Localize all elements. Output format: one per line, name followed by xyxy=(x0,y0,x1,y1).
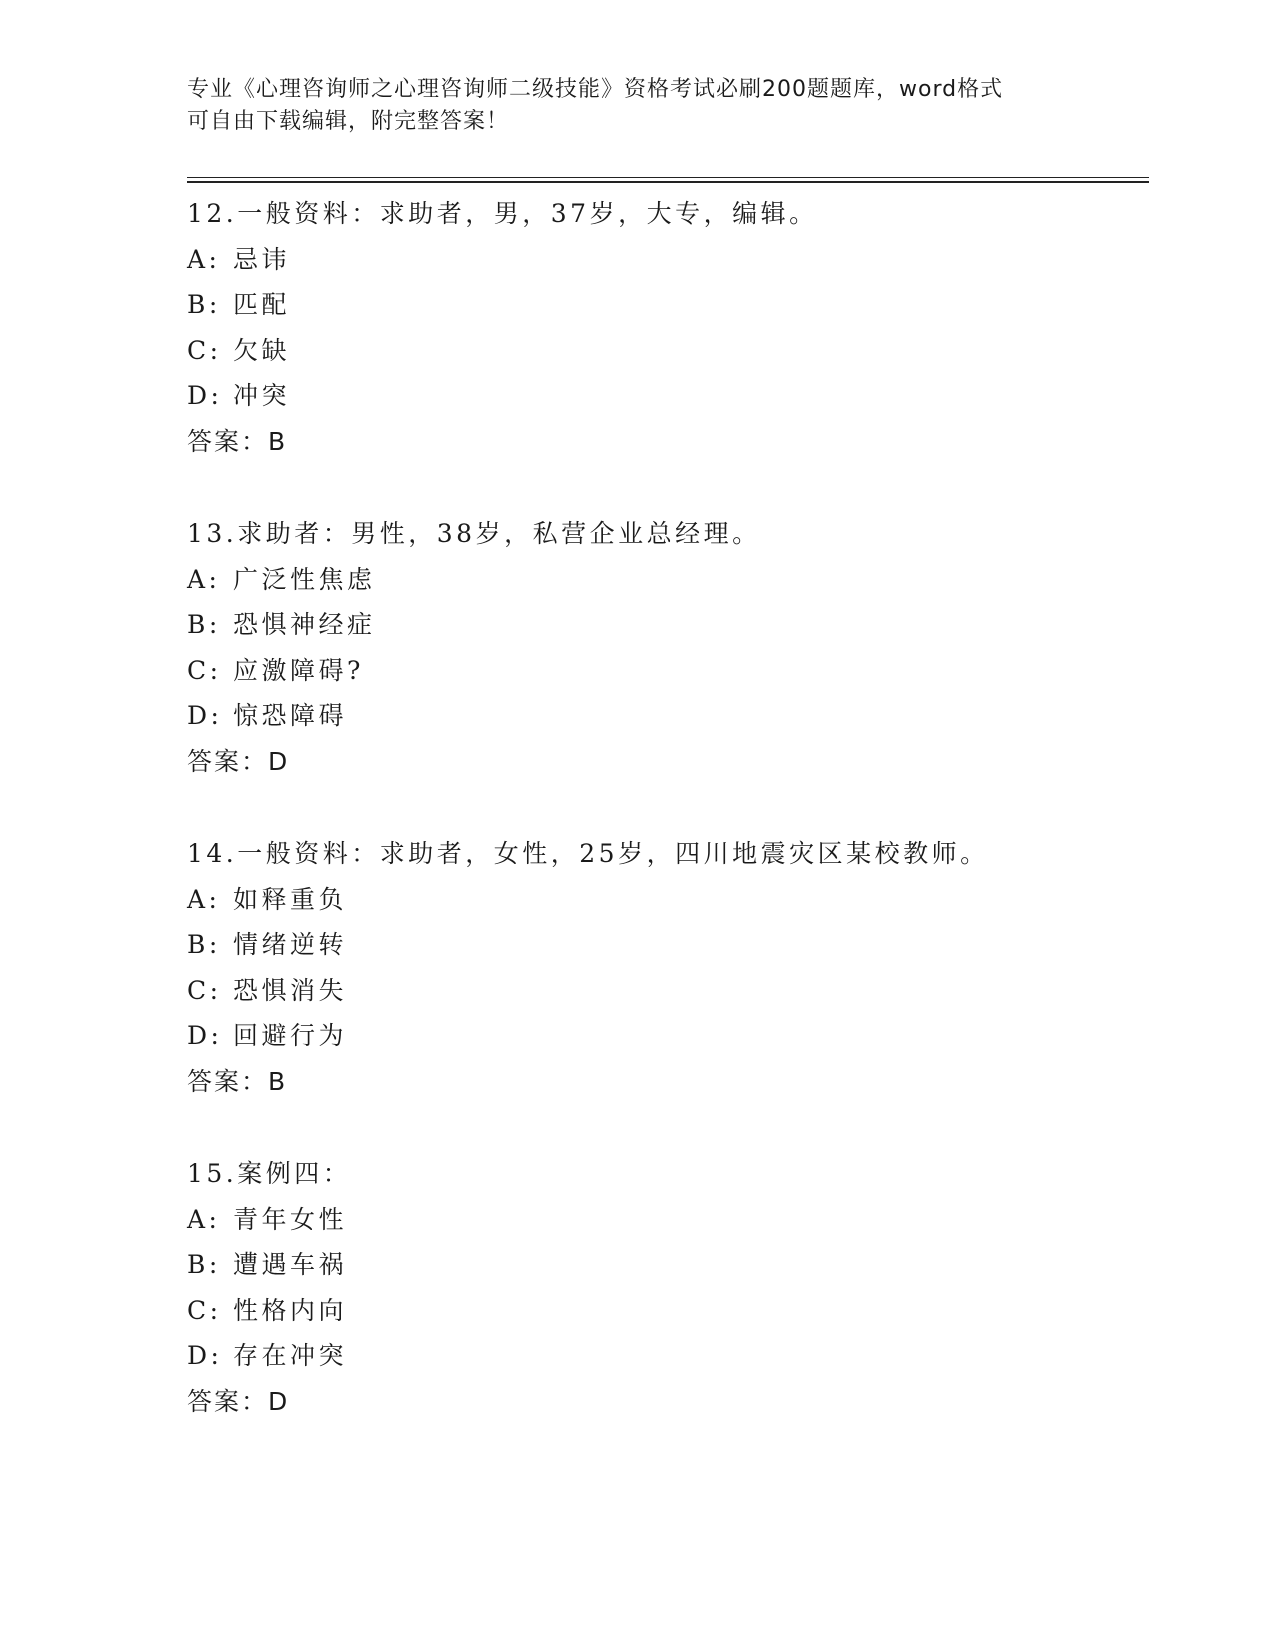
option-a xyxy=(187,877,1149,923)
question-stem: 14.一般资料：求助者，女性，25岁，四川地震灾区某校教师。 xyxy=(187,839,989,868)
option-text: 存在冲突 xyxy=(233,1341,348,1370)
option-text: 遭遇车祸 xyxy=(233,1250,348,1279)
header-divider-thick xyxy=(187,181,1149,183)
option-letter: A: xyxy=(187,244,221,274)
option-text: 青年女性 xyxy=(233,1204,348,1234)
option-b xyxy=(187,282,1149,328)
option-text: 匹配 xyxy=(233,290,291,319)
option-text: 应激障碍? xyxy=(233,655,364,685)
option-a xyxy=(187,237,1149,283)
option-a xyxy=(187,1197,1149,1243)
option-c xyxy=(187,648,1149,694)
option-text: 广泛性焦虑 xyxy=(233,564,376,594)
answer-line: 答案：D xyxy=(187,1386,290,1416)
header-divider-thin xyxy=(187,177,1149,178)
option-letter: D: xyxy=(187,381,223,410)
option-a xyxy=(187,557,1149,603)
option-c xyxy=(187,328,1149,374)
option-b xyxy=(187,1242,1149,1288)
option-d xyxy=(187,693,1149,739)
option-text: 冲突 xyxy=(233,381,291,410)
option-letter: B: xyxy=(187,1250,221,1279)
question-item xyxy=(187,831,1149,1104)
option-letter: C: xyxy=(187,335,222,365)
answer-line: 答案：B xyxy=(187,426,288,456)
option-letter: B: xyxy=(187,610,221,639)
option-letter: A: xyxy=(187,1204,221,1234)
answer-line: 答案：D xyxy=(187,746,290,776)
option-text: 忌讳 xyxy=(233,244,291,274)
option-letter: A: xyxy=(187,884,221,914)
question-item xyxy=(187,511,1149,784)
option-d xyxy=(187,1013,1149,1059)
option-b xyxy=(187,922,1149,968)
option-letter: D: xyxy=(187,1021,223,1050)
question-item xyxy=(187,191,1149,464)
option-text: 情绪逆转 xyxy=(233,930,348,959)
option-text: 性格内向 xyxy=(233,1295,348,1325)
option-c xyxy=(187,1288,1149,1334)
option-text: 回避行为 xyxy=(233,1021,348,1050)
option-text: 如释重负 xyxy=(233,884,348,914)
question-list xyxy=(187,191,1149,1471)
option-text: 恐惧消失 xyxy=(233,975,348,1005)
question-item xyxy=(187,1151,1149,1424)
option-text: 恐惧神经症 xyxy=(233,610,376,639)
option-text: 欠缺 xyxy=(233,335,291,365)
option-letter: C: xyxy=(187,655,222,685)
option-letter: C: xyxy=(187,975,222,1005)
question-stem: 13.求助者：男性，38岁，私营企业总经理。 xyxy=(187,519,761,548)
option-letter: D: xyxy=(187,1341,223,1370)
option-letter: A: xyxy=(187,564,221,594)
option-letter: B: xyxy=(187,930,221,959)
question-stem: 15.案例四： xyxy=(187,1159,352,1188)
header-line-2: 可自由下载编辑，附完整答案！ xyxy=(187,109,510,134)
option-c xyxy=(187,968,1149,1014)
option-b xyxy=(187,602,1149,648)
option-d xyxy=(187,1333,1149,1379)
option-text: 惊恐障碍 xyxy=(233,701,348,730)
option-d xyxy=(187,373,1149,419)
header-line-1: 专业《心理咨询师之心理咨询师二级技能》资格考试必刷200题题库，word格式 xyxy=(187,77,1004,102)
document-header xyxy=(187,74,1067,138)
option-letter: B: xyxy=(187,290,221,319)
question-stem: 12.一般资料：求助者，男，37岁，大专，编辑。 xyxy=(187,199,818,228)
option-letter: C: xyxy=(187,1295,222,1325)
option-letter: D: xyxy=(187,701,223,730)
answer-line: 答案：B xyxy=(187,1066,288,1096)
